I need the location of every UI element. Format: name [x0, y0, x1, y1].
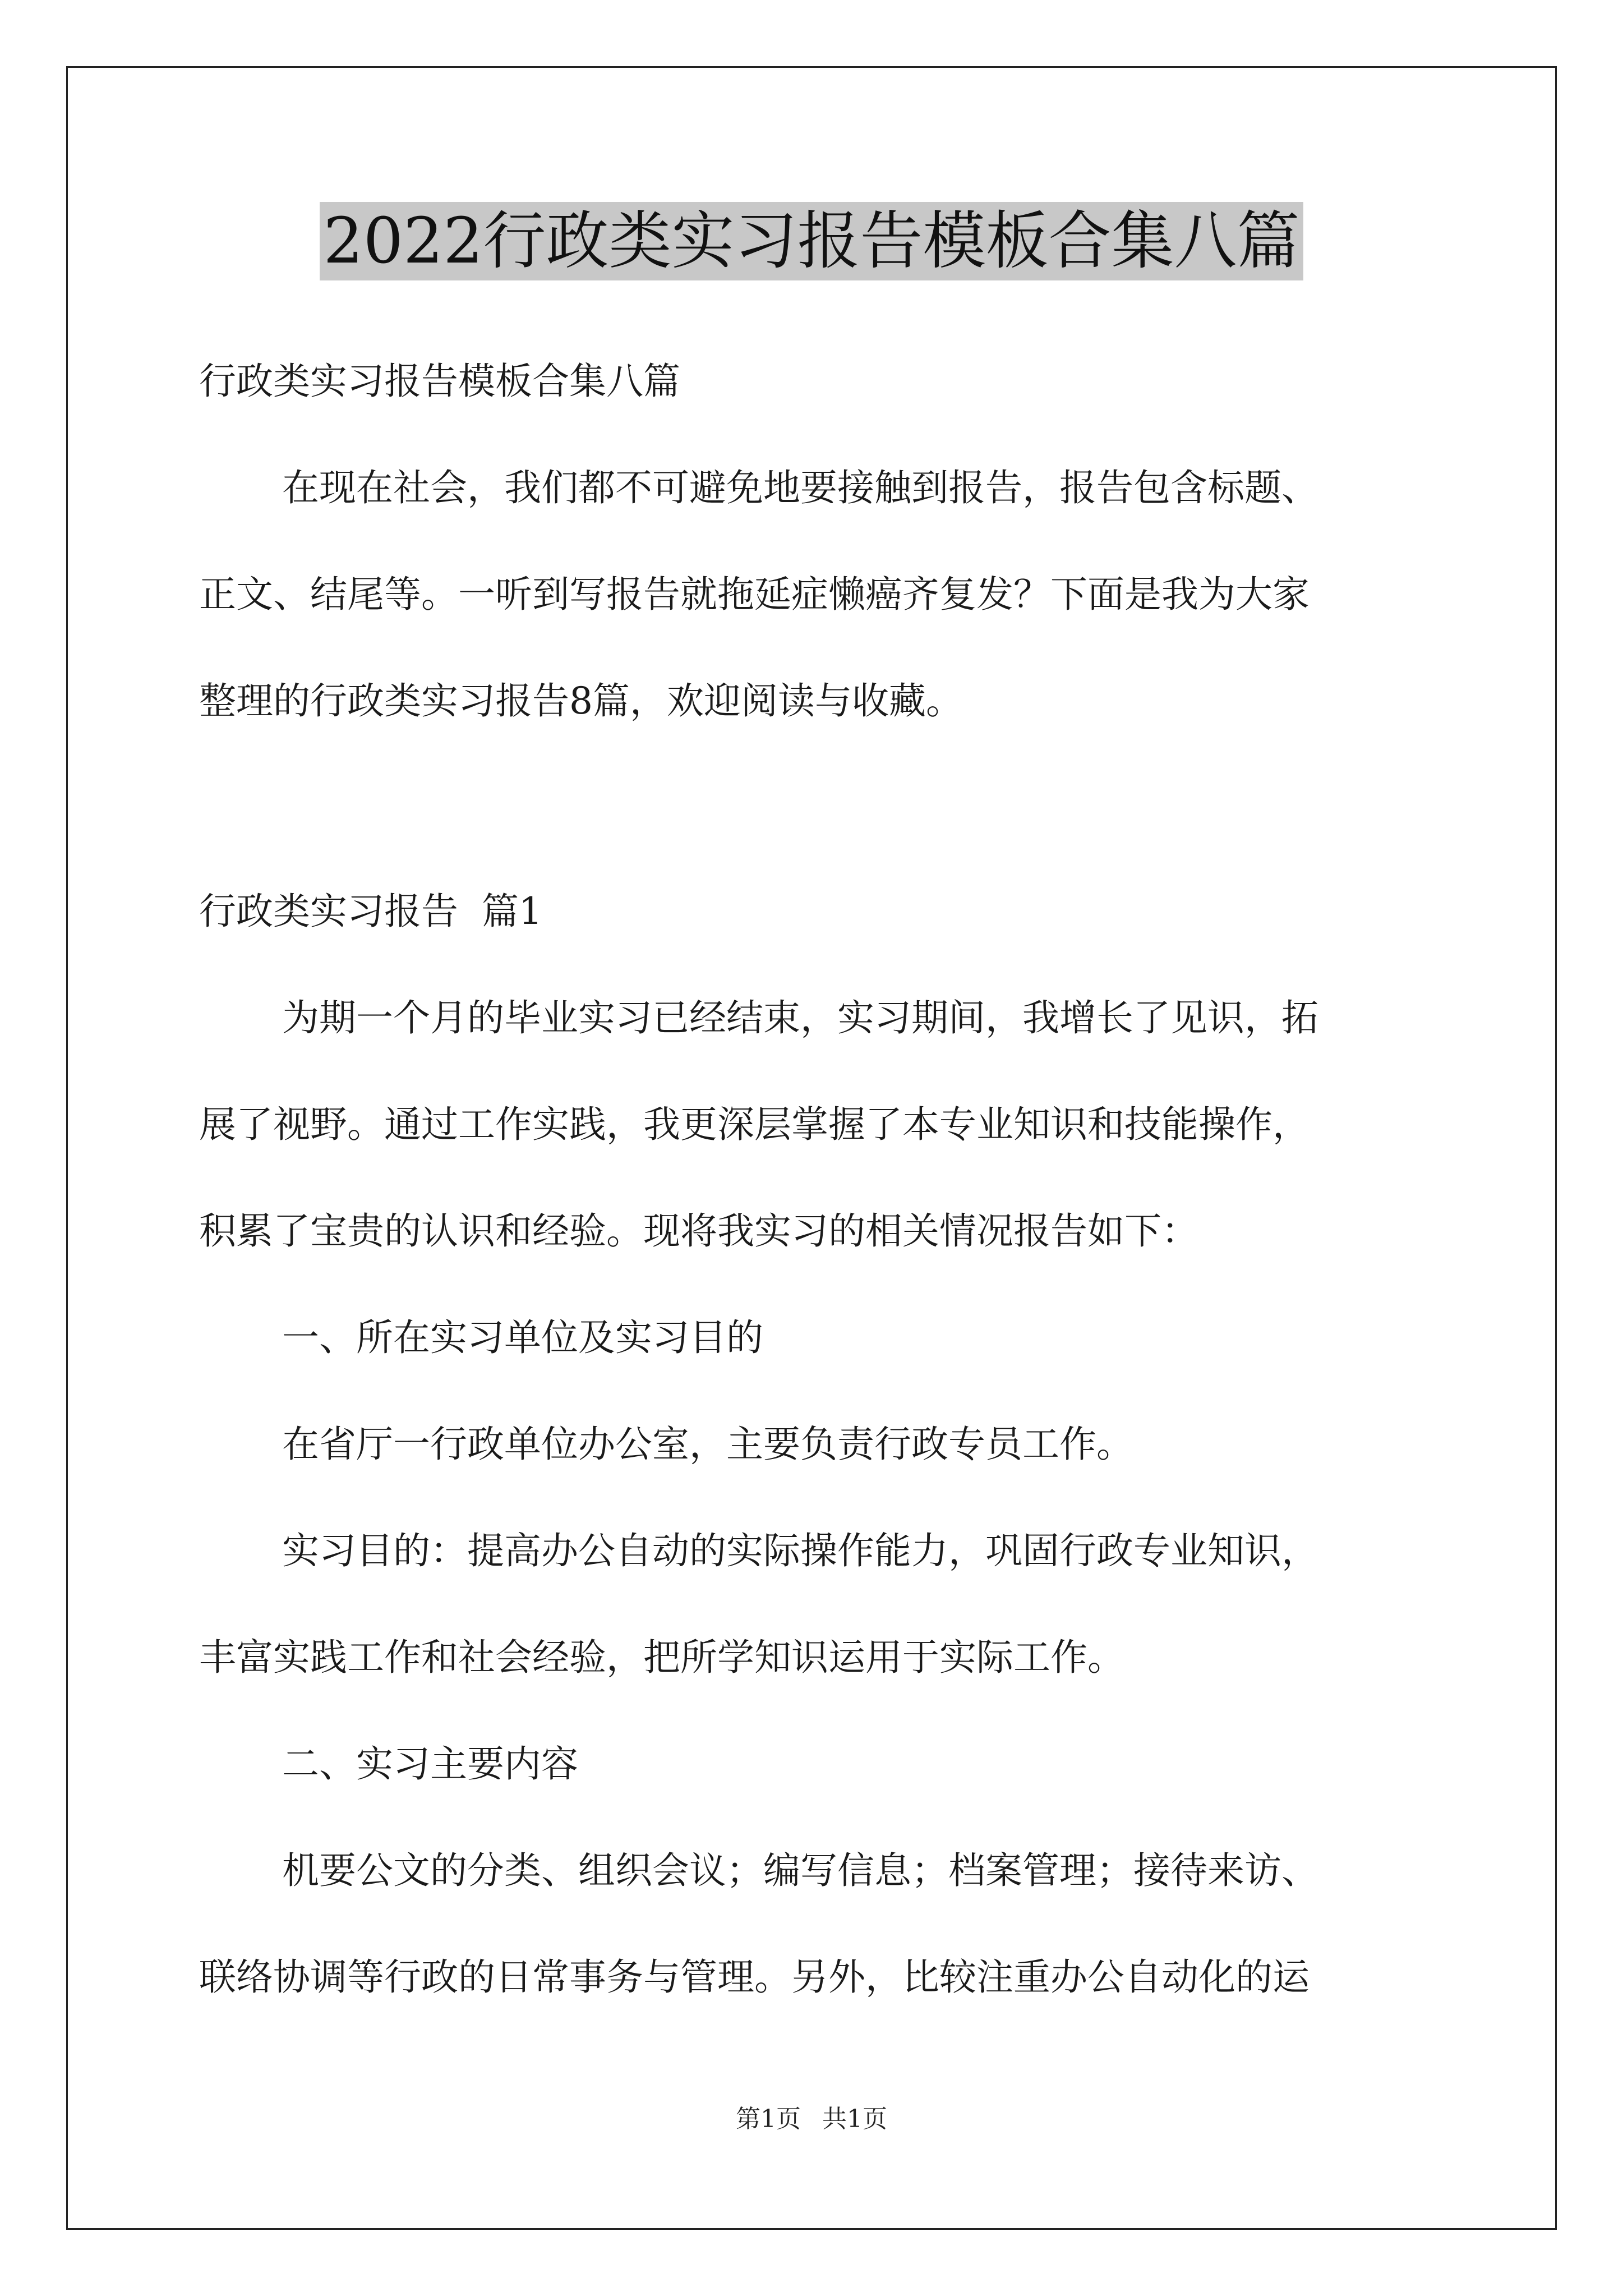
body-line-7: 丰富实践工作和社会经验，把所学知识运用于实际工作。	[199, 1636, 1124, 1679]
body-line-3: 积累了宝贵的认识和经验。现将我实习的相关情况报告如下：	[199, 1209, 1198, 1253]
section-heading: 行政类实习报告 篇1	[199, 890, 542, 933]
body-line-8: 二、实习主要内容	[282, 1742, 578, 1786]
body-line-10: 联络协调等行政的日常事务与管理。另外，比较注重办公自动化的运	[199, 1955, 1310, 1999]
body-line-4: 一、所在实习单位及实习目的	[282, 1316, 763, 1359]
document-subtitle: 行政类实习报告模板合集八篇	[199, 360, 680, 403]
body-line-6: 实习目的：提高办公自动的实际操作能力，巩固行政专业知识，	[282, 1529, 1318, 1572]
intro-line-1: 在现在社会，我们都不可避免地要接触到报告，报告包含标题、	[282, 466, 1318, 509]
body-line-5: 在省厅一行政单位办公室，主要负责行政专员工作。	[282, 1423, 1133, 1466]
document-title: 2022行政类实习报告模板合集八篇	[320, 202, 1303, 280]
body-line-9: 机要公文的分类、组织会议；编写信息；档案管理；接待来访、	[282, 1849, 1318, 1892]
page-number: 第1页	[736, 2105, 801, 2133]
intro-line-2: 正文、结尾等。一听到写报告就拖延症懒癌齐复发？下面是我为大家	[199, 573, 1310, 616]
intro-line-3: 整理的行政类实习报告8篇，欢迎阅读与收藏。	[199, 679, 963, 723]
body-line-2: 展了视野。通过工作实践，我更深层掌握了本专业知识和技能操作，	[199, 1103, 1310, 1146]
body-line-1: 为期一个月的毕业实习已经结束，实习期间，我增长了见识，拓	[282, 996, 1318, 1039]
title-container	[0, 202, 1623, 280]
page-total: 共1页	[822, 2105, 887, 2133]
page-footer	[0, 2102, 1623, 2136]
